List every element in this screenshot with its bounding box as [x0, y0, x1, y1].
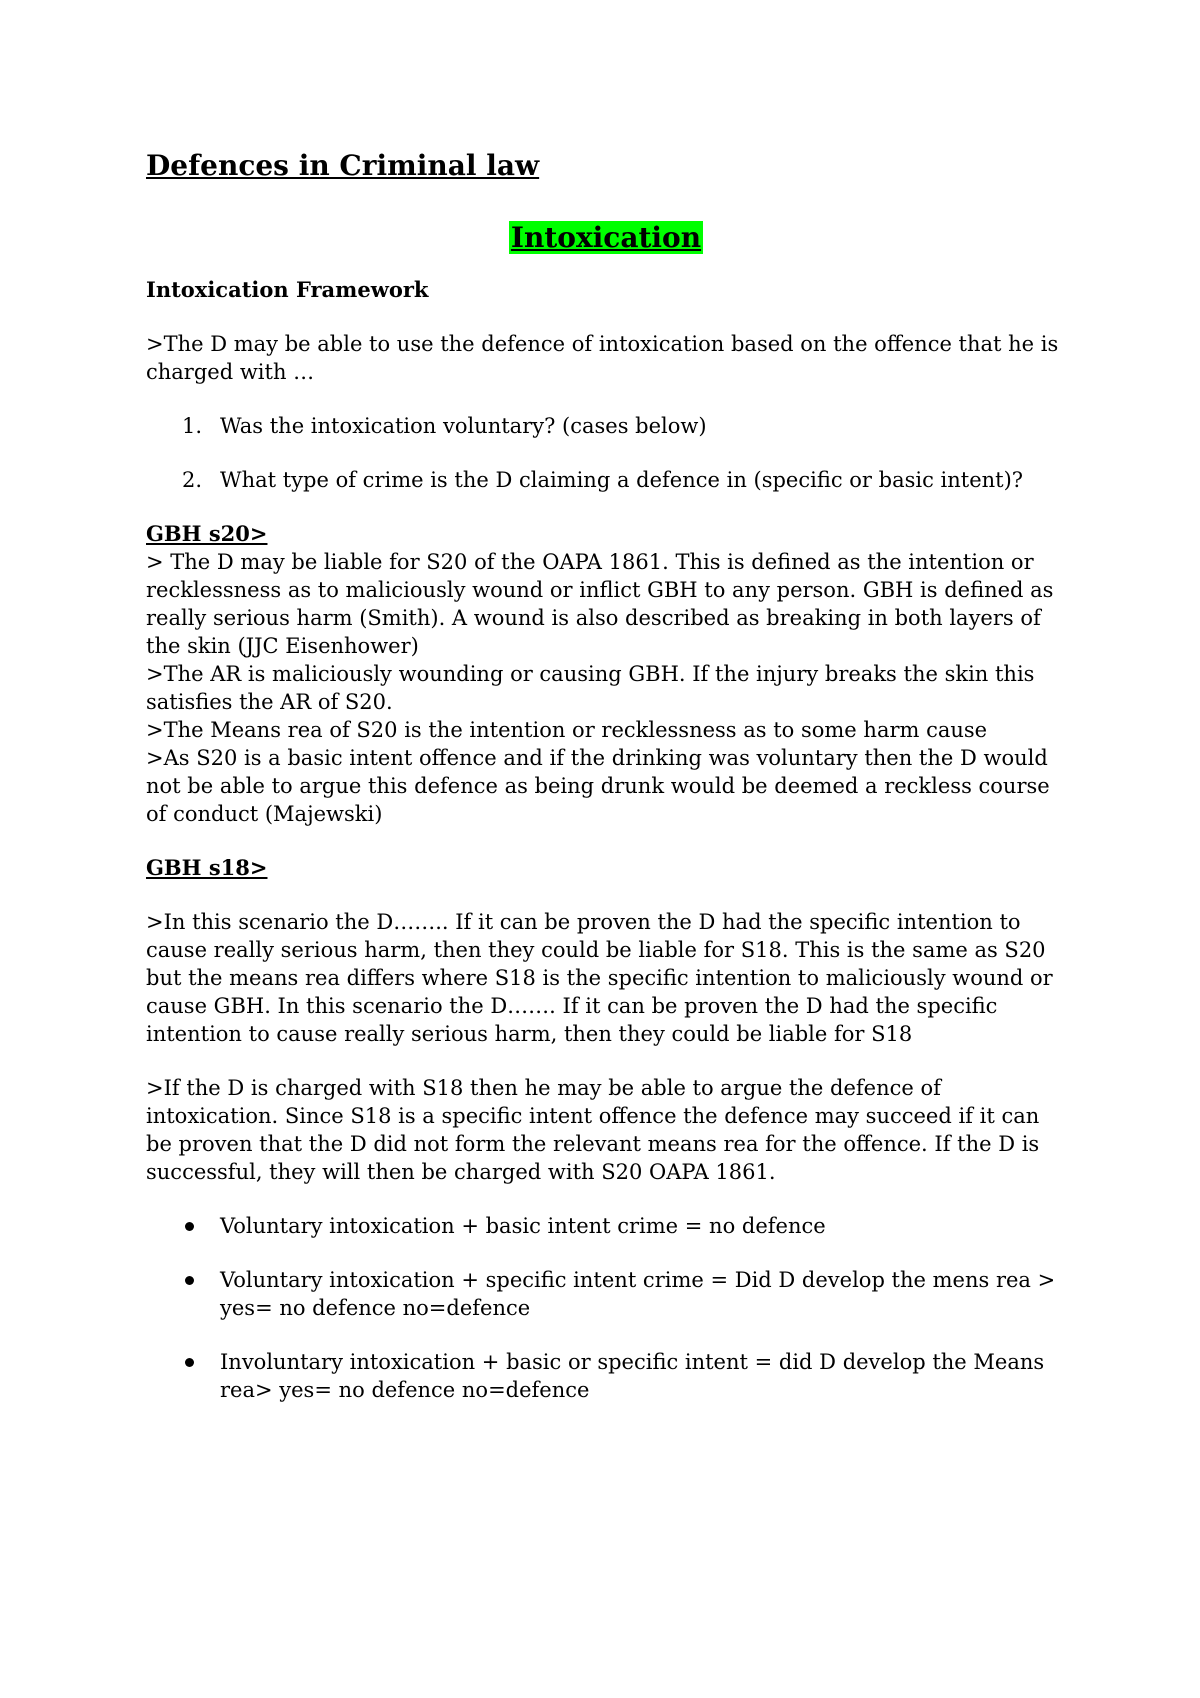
list-item-text: Voluntary intoxication + specific intent crime = Did D develop the mens rea > yes= no defence no=defence — [220, 1268, 1056, 1320]
gbh-s18-paragraph: >If the D is charged with S18 then he may be able to argue the defence of intoxication. Since S18 is a specific intent offence the defence may succeed if it can be proven that the D did not form the relevant means rea for the offence. If the D is successful, they will then be charged with S20 OAPA 1861. — [146, 1076, 1040, 1184]
framework-questions-list — [146, 412, 1066, 494]
list-item — [146, 466, 1066, 494]
gbh-s20-line: >As S20 is a basic intent offence and if the drinking was voluntary then the D would not be able to argue this defence as being drunk would be deemed a reckless course of conduct (Majewski) — [146, 746, 1050, 826]
bullet-icon — [182, 1212, 220, 1240]
list-item — [146, 1212, 1066, 1240]
section-title-intoxication: Intoxication — [510, 221, 702, 254]
framework-heading: Intoxication Framework — [146, 277, 429, 302]
list-item — [146, 412, 1066, 440]
bullet-icon — [182, 1348, 220, 1404]
gbh-s20-line: >The Means rea of S20 is the intention or recklessness as to some harm cause — [146, 718, 988, 742]
bullet-icon — [182, 1266, 220, 1322]
list-item — [146, 1266, 1066, 1322]
list-item — [146, 1348, 1066, 1404]
list-item-text: Was the intoxication voluntary? (cases below) — [220, 414, 707, 438]
list-item-text: Involuntary intoxication + basic or specific intent = did D develop the Means rea> yes= no defence no=defence — [220, 1350, 1045, 1402]
document-title: Defences in Criminal law — [146, 149, 540, 182]
gbh-s18-heading: GBH s18> — [146, 855, 268, 880]
list-item-text: Voluntary intoxication + basic intent crime = no defence — [220, 1214, 826, 1238]
gbh-s20-heading: GBH s20> — [146, 521, 268, 546]
list-number: 1. — [182, 414, 203, 438]
gbh-s18-paragraph: >In this scenario the D…….. If it can be proven the D had the specific intention to cause really serious harm, then they could be liable for S18. This is the same as S20 but the means rea differs where S18 is the specific intention to maliciously wound or cause GBH. In this scenario the D……. If it can be proven the D had the specific intention to cause really serious harm, then they could be liable for S18 — [146, 910, 1053, 1046]
gbh-s20-line: >The AR is maliciously wounding or causing GBH. If the injury breaks the skin this satisfies the AR of S20. — [146, 662, 1035, 714]
list-number: 2. — [182, 468, 203, 492]
list-item-text: What type of crime is the D claiming a defence in (specific or basic intent)? — [220, 468, 1024, 492]
gbh-s20-line: > The D may be liable for S20 of the OAPA 1861. This is defined as the intention or recklessness as to maliciously wound or inflict GBH to any person. GBH is defined as really serious harm (Smith). A wound is also described as breaking in both layers of the skin (JJC Eisenhower) — [146, 550, 1054, 658]
section-title-container — [146, 218, 1066, 260]
intro-paragraph: >The D may be able to use the defence of intoxication based on the offence that he is charged with … — [146, 332, 1059, 384]
summary-bullet-list — [146, 1212, 1066, 1404]
document-page — [146, 148, 1066, 1430]
